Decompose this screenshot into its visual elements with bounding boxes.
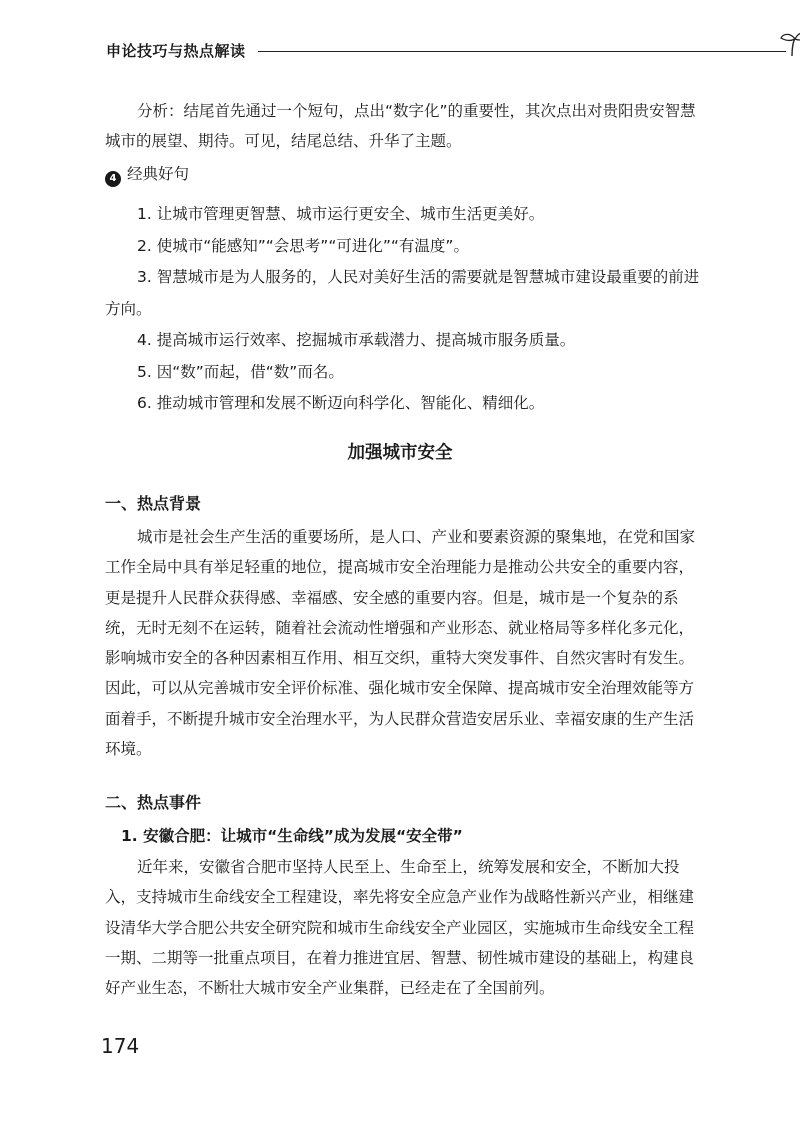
number-badge-icon: 4 [105, 171, 121, 187]
running-header [106, 38, 706, 68]
page-number: 174 [101, 1034, 140, 1058]
header-title: 申论技巧与热点解读 [106, 42, 246, 60]
sprout-icon [778, 30, 800, 58]
analysis-paragraph [105, 96, 703, 156]
background-paragraph [105, 522, 703, 764]
list-item: 1. 让城市管理更智慧、城市运行更安全、城市生活更美好。 [137, 205, 545, 223]
analysis-text: 分析：结尾首先通过一个短句，点出“数字化”的重要性，其次点出对贵阳贵安智慧城市的展望、期待。可见，结尾总结、升华了主题。 [105, 102, 696, 150]
list-item: 6. 推动城市管理和发展不断迈向科学化、智能化、精细化。 [137, 394, 545, 412]
list-item: 3. 智慧城市是为人服务的，人民对美好生活的需要就是智慧城市建设最重要的前进方向。 [105, 268, 700, 318]
event-paragraph [105, 852, 703, 1003]
classic-quotes-heading [105, 160, 189, 188]
background-heading: 一、热点背景 [105, 494, 202, 513]
list-item: 4. 提高城市运行效率、挖掘城市承载潜力、提高城市服务质量。 [137, 331, 576, 349]
header-rule [258, 51, 786, 52]
classic-quotes-list [105, 199, 703, 420]
event-text: 近年来，安徽省合肥市坚持人民至上、生命至上，统筹发展和安全，不断加大投入，支持城市生命线安全工程建设，率先将安全应急产业作为战略性新兴产业，相继建设清华大学合肥公共安全研究院和城市生命线安全产业园区，实施城市生命线安全工程一期、二期等一批重点项目，在着力推进宜居、智慧、韧性城市建设的基础上，构建良好产业生态，不断壮大城市安全产业集群，已经走在了全国前列。 [105, 858, 695, 998]
section-title: 加强城市安全 [347, 443, 453, 463]
background-text: 城市是社会生产生活的重要场所，是人口、产业和要素资源的聚集地，在党和国家工作全局中具有举足轻重的地位，提高城市安全治理能力是推动公共安全的重要内容，更是提升人民群众获得感、幸福感、安全感的重要内容。但是，城市是一个复杂的系统，无时无刻不在运转，随着社会流动性增强和产业形态、就业格局等多样化多元化，影响城市安全的各种因素相互作用、相互交织，重特大突发事件、自然灾害时有发生。因此，可以从完善城市安全评价标准、强化城市安全保障、提高城市安全治理效能等方面着手，不断提升城市安全治理水平，为人民群众营造安居乐业、幸福安康的生产生活环境。 [105, 528, 696, 759]
event-subheading: 1. 安徽合肥：让城市“生命线”成为发展“安全带” [121, 827, 463, 845]
classic-quotes-label: 经典好句 [127, 165, 190, 183]
events-heading: 二、热点事件 [105, 793, 202, 812]
list-item: 5. 因“数”而起，借“数”而名。 [137, 362, 344, 381]
list-item: 2. 使城市“能感知”“会思考”“可进化”“有温度”。 [137, 236, 469, 255]
